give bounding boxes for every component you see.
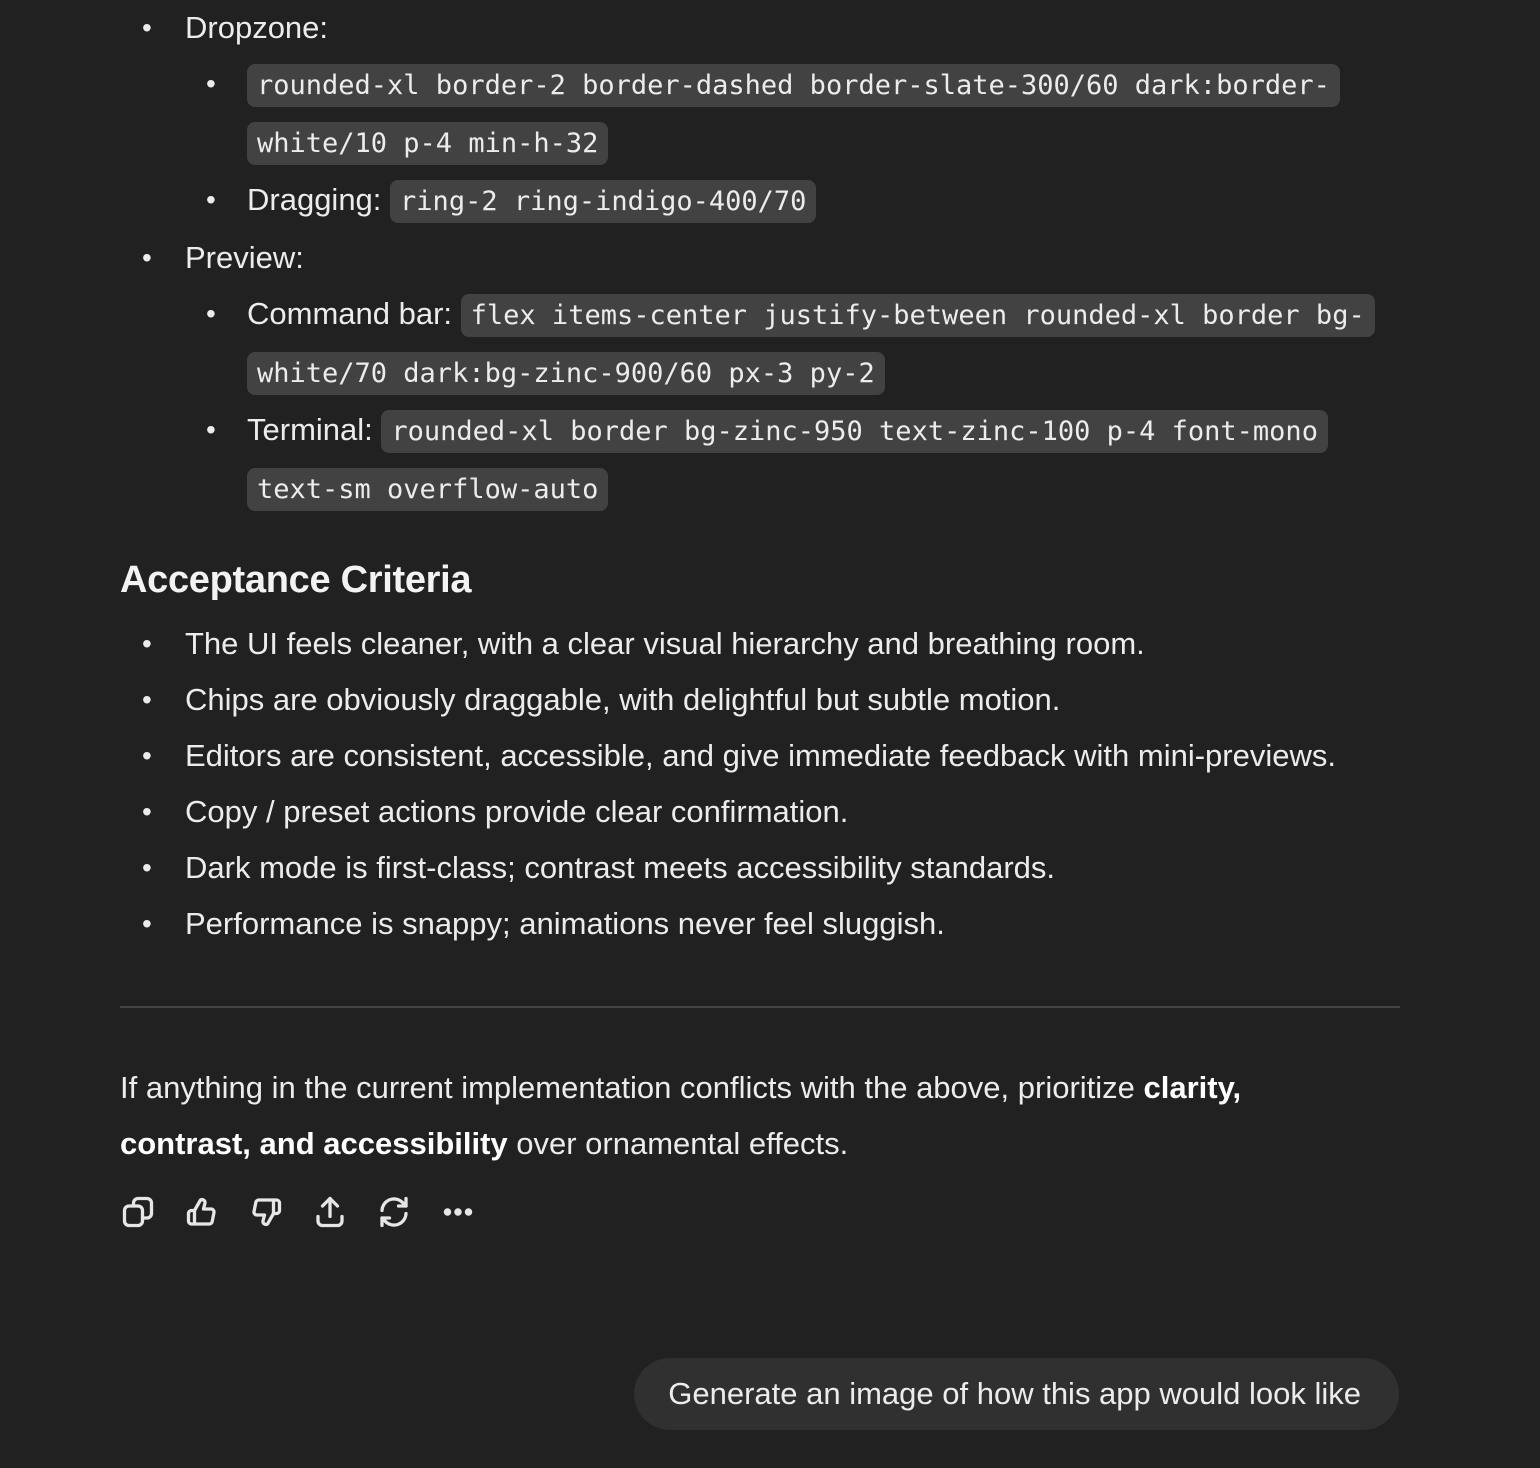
list-item	[184, 56, 1410, 172]
list-item-preview	[120, 230, 1410, 518]
thumbs-down-icon	[248, 1194, 284, 1230]
list-item-label: Dragging:	[247, 182, 382, 217]
list-item	[184, 402, 1410, 518]
regenerate-button[interactable]	[376, 1190, 412, 1234]
regenerate-icon	[376, 1194, 412, 1230]
list-item-label: Preview:	[185, 240, 304, 275]
list-item-label: Dropzone:	[185, 10, 329, 45]
list-item	[184, 286, 1410, 402]
share-icon	[312, 1194, 348, 1230]
thumbs-down-button[interactable]	[248, 1190, 284, 1234]
section-heading: Acceptance Criteria	[120, 559, 472, 601]
closing-text-end: over ornamental effects.	[507, 1126, 849, 1161]
closing-paragraph	[120, 1060, 1360, 1172]
list-item	[184, 172, 1410, 230]
message-actions	[120, 1190, 476, 1234]
share-button[interactable]	[312, 1190, 348, 1234]
list-item: • Editors are consistent, accessible, and give immediate feedback with mini-previews.	[120, 728, 1410, 784]
styles-list	[120, 0, 1410, 518]
more-button[interactable]	[440, 1190, 476, 1234]
thumbs-up-icon	[184, 1194, 220, 1230]
user-message-bubble	[634, 1358, 1399, 1430]
inline-code: rounded-xl border bg-zinc-950 text-zinc-100 p-4 font-mono text-sm overflow-auto	[247, 410, 1328, 511]
closing-text: If anything in the current implementation conflicts with the above, prioritize	[120, 1070, 1144, 1105]
assistant-message	[120, 0, 1410, 1172]
inline-code: flex items-center justify-between rounded-xl border bg-white/70 dark:bg-zinc-900/60 px-3 py-2	[247, 294, 1375, 395]
copy-button[interactable]	[120, 1190, 156, 1234]
list-item-label: Command bar:	[247, 296, 453, 331]
list-item: • Chips are obviously draggable, with delightful but subtle motion.	[120, 672, 1410, 728]
list-item: • Performance is snappy; animations never feel sluggish.	[120, 896, 1410, 952]
list-item: • The UI feels cleaner, with a clear visual hierarchy and breathing room.	[120, 616, 1410, 672]
inline-code: rounded-xl border-2 border-dashed border-slate-300/60 dark:border-white/10 p-4 min-h-32	[247, 64, 1340, 165]
list-item-label: Terminal:	[247, 412, 373, 447]
list-item: • Copy / preset actions provide clear confirmation.	[120, 784, 1410, 840]
acceptance-list	[120, 616, 1410, 952]
inline-code: ring-2 ring-indigo-400/70	[390, 180, 816, 223]
user-message-text: Generate an image of how this app would look like	[668, 1376, 1361, 1411]
list-item: • Dark mode is first-class; contrast meets accessibility standards.	[120, 840, 1410, 896]
list-item-dropzone	[120, 0, 1410, 230]
more-icon	[440, 1194, 476, 1230]
closing-emphasis: clarity, contrast, and accessibility	[120, 1070, 1242, 1161]
copy-icon	[120, 1194, 156, 1230]
divider	[120, 1006, 1400, 1008]
thumbs-up-button[interactable]	[184, 1190, 220, 1234]
